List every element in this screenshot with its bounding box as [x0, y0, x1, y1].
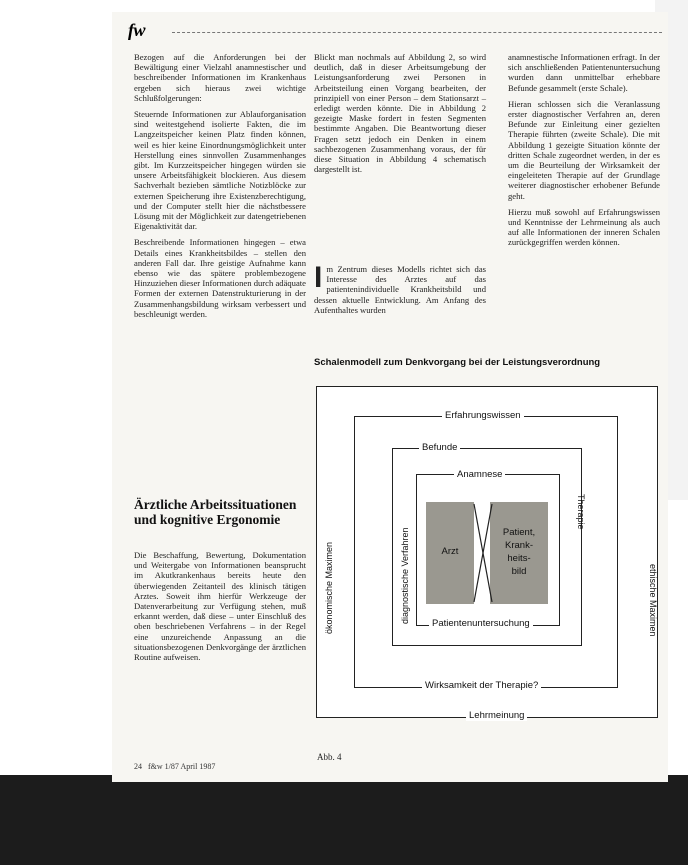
magazine-page — [112, 12, 668, 782]
label-oekonomische-maximen: ökonomische Maximen — [324, 541, 334, 634]
paragraph: anamnestische Informationen erfragt. In der sich anschließenden Patientenuntersuchung wurden dann unmittelbar erhebbare Befunde gesammelt (erste Schale). — [508, 52, 660, 93]
scan-background-bottom — [0, 775, 688, 865]
paragraph: Steuernde Informationen zur Ablauforganisation sind weitestgehend isolierte Fakten, die im Langzeitspeicher keinen Platz finden können, weil es hier keine Einordnungsmöglichkeit unter Herstellung eines sinnvollen Zusammenhanges gibt. Im Kurzzeitspeicher hingegen würden sie unsere Arbeitsfähigkeit blockieren. Aus diesem Sachverhalt bezieben sämtliche Notizblöcke zur externen Speicherung ihre Existenzberechtigung, und der Computer stellt hier die nächstbessere Lösung mit der Möglichkeit zur datengetriebenen Eigenaktivität dar. — [134, 109, 306, 232]
label-ethische-maximen: ethische Maximen — [648, 564, 658, 637]
paragraph-text: m Zentrum dieses Modells richtet sich das Interesse des Arztes auf das patientenindividuelle Krankheitsbild und dessen aktuelle Entwicklung. Am Anfang des Aufenthaltes wurden — [314, 264, 486, 315]
page-number: 24 — [134, 762, 142, 771]
column-1-bottom — [134, 550, 306, 668]
paragraph: Beschreibende Informationen hingegen – etwa Details eines Krankheitsbildes – stellen den anderen Fall dar. Ihre geistige Aufnahme kann ebenso wie das spätere problembezogene Hinzuziehen dieser Informationen durch adäquate Formen der externen Datenstrukturierung in der Zusammenhangsbildung wirksam verbessert und beschleunigt werden. — [134, 237, 306, 319]
label-patient-line: Krank- — [505, 540, 533, 551]
label-patient-line: Patient, — [502, 527, 536, 538]
label-therapie: Therapie — [576, 494, 586, 530]
header-rule — [172, 32, 662, 33]
connector-lines — [314, 374, 664, 749]
label-erfahrungswissen: Erfahrungswissen — [442, 410, 524, 421]
paragraph: Hieran schlossen sich die Veranlassung erster diagnostischer Verfahren an, deren Befunde zur Einleitung einer gezielten Therapie führten (zweite Schale). Die mit Abbildung 1 gezeigte Situation könnte der dritten Schale zugeordnet werden, in der es um die Beurteilung der Wirksamkeit der eingeleiteten Therapie auf der Grundlage weiterer diagnostischer erhobener Befunde geht. — [508, 98, 660, 201]
label-lehrmeinung: Lehrmeinung — [466, 710, 527, 721]
drop-cap: I — [314, 261, 323, 294]
scan-margin-left — [0, 0, 125, 865]
label-diagnostische-verfahren: diagnostische Verfahren — [400, 527, 410, 624]
label-befunde: Befunde — [419, 442, 460, 453]
column-2-top — [314, 52, 486, 180]
paragraph: Bezogen auf die Anforderungen bei der Bewältigung einer Vielzahl anamnestischer und beschreibender Informationen im Krankenhaus ergeben sich hieraus zwei wichtige Schlußfolgerungen: — [134, 52, 306, 103]
paragraph: Hierzu muß sowohl auf Erfahrungswissen und Kenntnisse der Lehrmeinung als auch auf alle Informationen der inneren Schalen zurückgegriffen werden können. — [508, 206, 660, 248]
figure-caption: Abb. 4 — [317, 752, 342, 762]
column-1-top — [134, 52, 306, 325]
label-patient-line: bild — [511, 566, 527, 577]
label-anamnese: Anamnese — [454, 469, 505, 480]
label-patientenuntersuchung: Patientenuntersuchung — [429, 618, 533, 629]
shell-model-diagram — [314, 374, 664, 749]
paragraph: Die Beschaffung, Bewertung, Dokumentation und Weitergabe von Informationen beansprucht im Akutkrankenhaus bereits heute den überwiegenden Zeitanteil des klinisch tätigen Arztes. Soweit ihm hierfür Werkzeuge der Datenverarbeitung zur Verfügung stehen, muß erkannt werden, daß diese – unter Einschluß des oben beschriebenen Verfahrens – in der Regel eine unzureichende Anpassung an die situationsbezogenen Denkvorgänge der ärztlichen Routine aufweisen. — [134, 550, 306, 663]
label-patient — [492, 526, 546, 578]
paragraph — [314, 261, 486, 315]
column-2-mid — [314, 261, 486, 321]
magazine-logo: fw — [128, 20, 145, 40]
column-3-top — [508, 52, 660, 254]
section-heading: Ärztliche Arbeitssituationen und kognitive Ergonomie — [134, 497, 297, 527]
figure-title: Schalenmodell zum Denkvorgang bei der Leistungsverordnung — [314, 357, 601, 368]
page-footer — [134, 762, 215, 771]
paragraph: Blickt man nochmals auf Abbildung 2, so wird deutlich, daß in dieser Arbeitsumgebung der Leistungsanforderung zwei Personen in Arbeitsteilung einen Vorgang bearbeiten, der prinzipiell von einer Person – dem Stationsarzt – erledigt werden könnte. Die in Abbildung 2 gezeigte Maske fordert in festen Segmenten bestimmte Angaben. Die Beantwortung dieser Fragen setzt jedoch ein Denken in einem sachbezogenen Zusammenhang voraus, der für diese Situation in Abbildung 4 schematisch dargestellt ist. — [314, 52, 486, 175]
label-wirksamkeit: Wirksamkeit der Therapie? — [422, 680, 541, 691]
label-patient-line: heits- — [507, 553, 531, 564]
footer-text: f&w 1/87 April 1987 — [148, 762, 216, 771]
label-arzt: Arzt — [441, 546, 459, 557]
